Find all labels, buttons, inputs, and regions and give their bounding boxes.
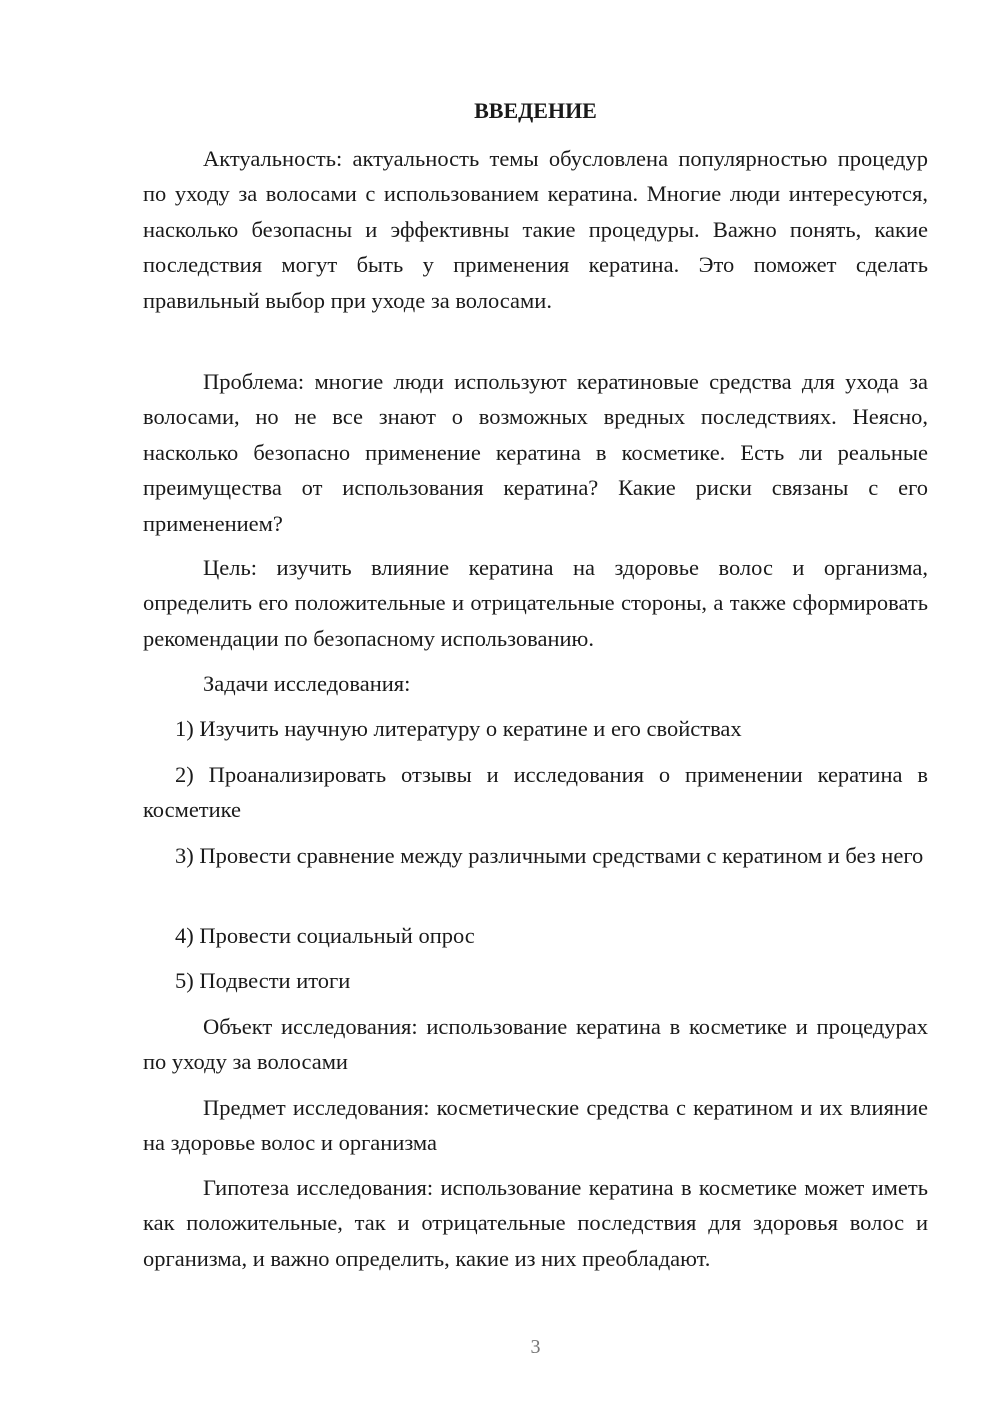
task-item-3: 3) Провести сравнение между различными средствами с кератином и без него bbox=[175, 843, 924, 868]
paragraph-relevance: Актуальность: актуальность темы обусловлена популярностью процедур по уходу за волосами с использованием кератина. Многие люди интересуются, насколько безопасны и эффективны такие процедуры. Важно понять, какие последствия могут быть у применения кератина. Это поможет сделать правильный выбор при уходе за волосами. bbox=[143, 146, 928, 313]
page-number: 3 bbox=[530, 1336, 541, 1358]
task-item-2: 2) Проанализировать отзывы и исследования о применении кератина в косметике bbox=[143, 762, 928, 823]
paragraph-tasks-heading: Задачи исследования: bbox=[203, 671, 411, 696]
page-title: ВВЕДЕНИЕ bbox=[474, 98, 597, 123]
paragraph-hypothesis: Гипотеза исследования: использование кератина в косметике может иметь как положительные, так и отрицательные последствия для здоровья волос и организма, и важно определить, какие из них преобладают. bbox=[143, 1175, 928, 1271]
task-item-4: 4) Провести социальный опрос bbox=[175, 923, 475, 948]
task-item-5: 5) Подвести итоги bbox=[175, 968, 351, 993]
paragraph-goal: Цель: изучить влияние кератина на здоровье волос и организма, определить его положительные и отрицательные стороны, а также сформировать рекомендации по безопасному использованию. bbox=[143, 555, 928, 651]
paragraph-problem: Проблема: многие люди используют кератиновые средства для ухода за волосами, но не все знают о возможных вредных последствиях. Неясно, насколько безопасно применение кератина в косметике. Есть ли реальные преимущества от использования кератина? Какие риски связаны с его применением? bbox=[143, 369, 928, 536]
paragraph-subject: Предмет исследования: косметические средства с кератином и их влияние на здоровье волос и организма bbox=[143, 1095, 928, 1156]
task-item-1: 1) Изучить научную литературу о кератине и его свойствах bbox=[175, 716, 742, 741]
paragraph-object: Объект исследования: использование кератина в косметике и процедурах по уходу за волосами bbox=[143, 1014, 928, 1075]
